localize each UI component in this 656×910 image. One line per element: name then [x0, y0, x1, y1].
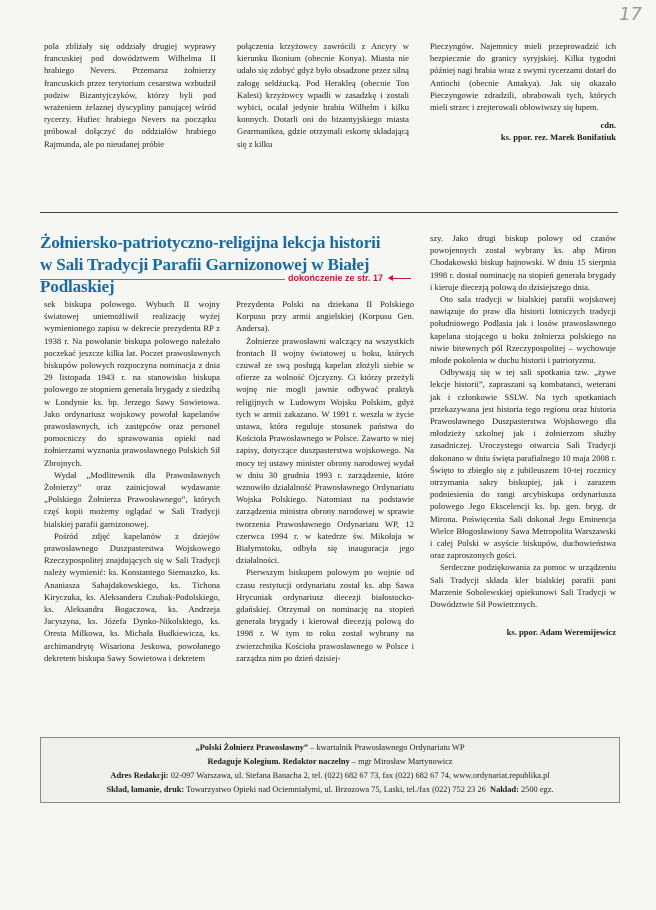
author-signature: ks. ppor. Adam Weremijewicz: [506, 627, 616, 638]
section-divider: [40, 212, 618, 213]
circulation-label: Nakład:: [490, 785, 519, 794]
circulation-text: 2500 egz.: [518, 785, 554, 794]
paragraph: szy. Jako drugi biskup polowy od czasów powojennych został wybrany ks. abp Miron Chodakowski biskup hajnowski. W dniu 15 sierpnia 1998 r. dostał nominację na stopień generała brygady i kieruje diecezją polową do dzisiejszego dnia.: [430, 233, 616, 292]
colophon-line-4: [41, 784, 619, 795]
paragraph: Pośród zdjęć kapelanów z dziejów prawosławnego Duszpasterstwa Wojskowego Rzeczypospolitej znajdujących się w Sali Tradycji należy wymienić: ks. Konstantego Siemaszko, ks. Ananiasza Sahajdakowskiego, ks. Tichona Kiryczuka, ks. Aleksandera Czubak-Podolskiego, ks. Aleksandra Bogaczowa, ks. Andrzeja Jacyszyna, ks. Józefa Dynko-Nikolskiego, ks. Oresta Milkowa, ks. Michała Budkiewicza, ks. archimandrytę Wisariona Jeskowa, powołanego dekretem biskupa Sawy Sowietowa i dekretem: [44, 530, 220, 663]
colophon-line-2: [41, 756, 619, 767]
paragraph: Odbywają się w tej sali spotkania tzw. „żywe lekcje historii”, zapraszani są kombatanci, weterani jak i członkowie SSLW. Na tych spotkaniach przekazywana jest historia tego regionu oraz historia Prawosławnego Duszpasterstwa Wojskowego dla młodzieży szkolnej jak i żołnierzom służby zasadniczej. Uroczystego otwarcia Sali Tradycji dokonano w dniu święta parafialnego 10 maja 2008 r. Święto to zbiegło się z jubileuszem 10-tej rocznicy otrzymania sakry biskupiej, jak i zarazem podniesienia do rangi arcybiskupa ordynariusza polowego Jego Ekscelencji ks. bp. gen. bryg. dr Mirona. Poświęcenia Sali dokonał Jego Eminencja Wielce Błogosławiony Sawa Metropolita Warszawski i całej Polski w asyście biskupów, duchowieństwa oraz zaproszonych gości.: [430, 367, 616, 561]
paragraph: Żołnierze prawosławni walczący na wszystkich frontach II wojny światowej u boku, których czuwał ze swą posługą kapelan złożyli siebie w ofierze za wolność Ojczyzny. Ci którzy przeżyli wojnę nie mogli jawnie odbywać praktyk religijnych w Ludowym Wojsku Polskim, gdyż tych w armii zakazano. W 1991 r. weszła w życie ustawa, która reguluje stosunek państwa do Kościoła Prawosławnego w Polsce. Zawarto w niej zapisy, dotyczące duszpasterstwa wojskowego. Na mocy tej ustawy minister obrony narodowej wydał w dniu 30 grudnia 1993 r. zarządzenie, które wznowiło działalność Prawosławnego Ordynariatu Wojska Polskiego. Natomiast na podstawie zarządzenia ministra obrony narodowej w sprawie tworzenia Prawosławnego Ordynariatu WP, 12 czerwca 1994 r. w katedrze św. Mikołaja w Białymstoku, odbyła się inauguracja jego działalności.: [236, 335, 414, 566]
article-column-2: [236, 298, 414, 664]
paragraph: sek biskupa polowego. Wybuch II wojny światowej uniemożliwił realizację wyżej wymienionego zapisu w dekrecie prezydenta RP z 1938 r. Na powołanie biskupa polowego należało poczekać jeszcze kilka lat. Poczet prawosławnych biskupów polowych rozpoczyna nominacja z dnia 29 listopada 1943 r. na stanowisko biskupa polowego ze stopniem generała brygady z siedzibą w Londynie ks. bp. Jerzego Sawy Sowietowa. Jako ordynariusz wojskowy powołał kapelanów prawosławnych, ich zastępców oraz personel pomocniczy do sprawowania opieki nad żołnierzami wyznania prawosławnego Polskich Sił Zbrojnych.: [44, 299, 220, 468]
article-title: [40, 232, 425, 298]
paragraph: Prezydenta Polski na dziekana II Polskiego Korpusu przy armii angielskiej (Korpusu Gen. Andersa).: [236, 299, 414, 334]
editorial-label: Redaguje Kolegium. Redaktor naczelny: [207, 757, 350, 766]
continuation-rule: [40, 279, 285, 280]
top-article-column-3: [430, 40, 616, 144]
paragraph: Wydał „Modlitewnik dla Prawosławnych Żołnierzy” oraz zainicjował wydawanie „Polskiego Żołnierza Prawosławnego”, których częś kopii możemy oglądać w Sali Tradycji bialskiej parafii garnizonowej.: [44, 469, 220, 529]
magazine-name: „Polski Żołnierz Prawosławny”: [195, 743, 309, 752]
paragraph: pola zbliżały się oddziały drugiej wyprawy francuskiej pod dowództwem Wilhelma II hrabiego Nevers. Przemarsz żołnierzy francuskich przez terytorium cesarstwa wzbudził podziw Bizantyjczyków, którzy byli pod wrażeniem żelaznej dyscypliny panującej wśród rycerzy. Hufiec hrabiego Nevers na początku próbował dołączyć do oddziałów hrabiego Rajmunda, ale po nieudanej próbie: [44, 41, 216, 149]
continuation-note: [288, 273, 411, 283]
arrow-left-icon: [389, 278, 411, 279]
page-number-marker: 17: [619, 4, 642, 25]
author-signature: ks. ppor. rez. Marek Bonifatiuk: [500, 132, 616, 143]
editor-name: – mgr Mirosław Martynowicz: [349, 757, 453, 766]
colophon-line-3: [41, 770, 619, 781]
paragraph: Serdeczne podziękowania za pomoc w urządzeniu Sali Tradycji składa kler bialskiej parafii pani Marzenie Sobolewskiej opiekunowi Sali Tradycji w Dowództwie Sił Powietrznych.: [430, 562, 616, 610]
print-label: Skład, łamanie, druk:: [106, 785, 185, 794]
top-article-column-1: [44, 40, 216, 150]
colophon-box: [40, 737, 620, 803]
article-column-3: [430, 232, 616, 639]
print-text: Towarzystwo Opieki nad Ociemniałymi, ul. Brzozowa 75, Laski, tel./fax (022) 752 23 26: [184, 785, 486, 794]
title-line-1: Żołniersko-patriotyczno-religijna lekcja historii: [40, 233, 381, 252]
paragraph: Pieczyngów. Najemnicy mieli przeprowadzić ich bezpiecznie do granicy syryjskiej. Kilka tygodni później nagi hrabia wraz z swymi rycerzami dotarł do Antiochi (obecnie Antakya). Jak się okazało Pieczyngowie zdradzili, obrabowali tych, których mieli strzec i zrejterowali obłowiwszy się łupem.: [430, 41, 616, 113]
top-article-column-2: [237, 40, 409, 150]
paragraph: Oto sala tradycji w bialskiej parafii wojskowej nawiązuje do praw dla historii lotniczych tradycji południowego Podlasia jak i losów prawosławnego kapelana stojącego u boku żołnierza polskiego na niwie bitewnych pól Rzeczypospolitej – wychowuje młode pokolenia w duchu historii i patriotyzmu.: [430, 294, 616, 366]
address-label: Adres Redakcji:: [110, 771, 169, 780]
article-column-1: [44, 298, 220, 664]
address-text: 02-097 Warszawa, ul. Stefana Banacha 2, tel. (022) 682 67 73, fax (022) 682 67 74, www.ordynariat.republika.pl: [168, 771, 550, 780]
colophon-line-1: [41, 742, 619, 753]
continued-marker: cdn.: [600, 120, 616, 131]
title-line-2: w Sali Tradycji Parafii Garnizonowej w Białej Podlaskiej: [40, 255, 370, 296]
paragraph: Pierwszym biskupem polowym po wojnie od czasu restytucji ordynariatu został ks. abp Sawa Hrycuniak ordynariusz diecezji białostocko-gdańskiej. Otrzymał on nominację na stopień generała brygady i kierował diecezją polową do 1998 r. W tym to roku został wybrany na zwierzchnika Kościoła prawosławnego w Polsce i zarządza nim po dzień dzisiej-: [236, 567, 414, 663]
magazine-description: – kwartalnik Prawosławnego Ordynariatu WP: [308, 743, 465, 752]
paragraph: połączenia krzyżowcy zawrócili z Ancyry w kierunku Ikonium (obecnie Konya). Miasta nie udało się zdobyć gdyż było obsadzone przez silną załogę seldżucką. Pod Herakleą (obecnie Ton Kalesi) krzyżowcy wpadli w zasadzkę i zostali wybici, ocalał jedynie hrabia Wilhelm i kilku konnych. Dotarli oni do bizantyjskiego miasta Gearmanikea, gdzie otrzymali eskortę składającą się z kilku: [237, 41, 409, 149]
continuation-text: dokończenie ze str. 17: [288, 273, 384, 283]
